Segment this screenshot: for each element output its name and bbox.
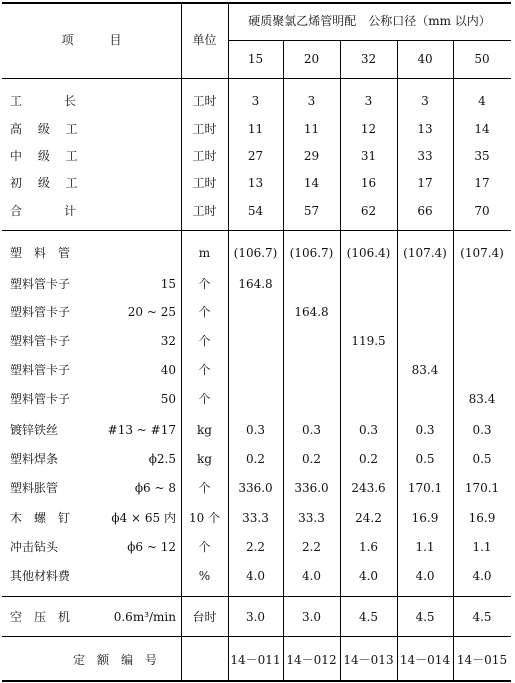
- machine-value: 4.5: [415, 610, 435, 624]
- material-value: 83.4: [411, 363, 439, 377]
- labor-value: 17: [417, 176, 433, 190]
- material-spec: 50: [160, 392, 176, 406]
- material-unit: 10 个: [188, 511, 221, 525]
- labor-value: 54: [247, 204, 264, 218]
- material-value: 243.6: [351, 481, 386, 495]
- machine-value: 3.0: [301, 610, 322, 624]
- material-name: 塑料管卡子: [10, 363, 71, 377]
- material-name: 木 螺 钉: [10, 511, 71, 525]
- material-value: 0.5: [415, 452, 435, 466]
- material-name: 塑 料 管: [10, 246, 71, 260]
- material-value: 2.2: [245, 540, 266, 554]
- size-header-20: 20: [303, 52, 320, 66]
- material-spec: 15: [160, 277, 176, 291]
- material-value: (106.4): [346, 246, 391, 260]
- material-name: 塑料胀管: [10, 481, 59, 495]
- material-value: (107.4): [460, 246, 504, 260]
- material-value: (107.4): [403, 246, 447, 260]
- material-spec: ϕ6 ~ 8: [134, 481, 176, 495]
- material-spec: ϕ4 × 65 内: [111, 511, 176, 525]
- quota-number: 14－011: [230, 653, 281, 667]
- labor-value: 70: [474, 204, 490, 218]
- labor-value: 3: [364, 94, 373, 108]
- material-value: 164.8: [238, 277, 273, 291]
- material-unit: %: [198, 569, 211, 583]
- material-name: 冲击钻头: [10, 540, 59, 554]
- material-spec: ϕ6 ~ 12: [127, 540, 176, 554]
- item-header: 项 目: [61, 33, 122, 47]
- material-name: 塑料管卡子: [10, 305, 71, 319]
- rule-header-bottom: [2, 78, 511, 79]
- material-value: 1.1: [472, 540, 492, 554]
- material-unit: 个: [198, 540, 211, 554]
- size-header-50: 50: [474, 52, 490, 66]
- material-value: (106.7): [289, 246, 334, 260]
- material-value: 24.2: [355, 511, 382, 525]
- labor-value: 29: [303, 149, 320, 163]
- material-value: 4.0: [472, 569, 492, 583]
- labor-name: 初 级 工: [10, 176, 84, 190]
- labor-value: 13: [247, 176, 264, 190]
- material-value: 33.3: [242, 511, 269, 525]
- labor-value: 35: [474, 149, 490, 163]
- labor-value: 12: [360, 122, 377, 136]
- labor-unit: 工时: [192, 94, 217, 108]
- material-value: 336.0: [294, 481, 329, 495]
- machine-name: 空 压 机: [10, 610, 71, 624]
- labor-value: 3: [421, 94, 429, 108]
- machine-spec: 0.6m³/min: [113, 610, 176, 624]
- quota-number: 14－015: [456, 653, 508, 667]
- material-value: 0.3: [358, 423, 379, 437]
- material-name: 镀锌铁丝: [10, 423, 59, 437]
- labor-value: 33: [417, 149, 433, 163]
- labor-value: 31: [360, 149, 377, 163]
- labor-name: 工 长: [10, 94, 83, 108]
- material-value: 164.8: [294, 305, 329, 319]
- material-value: 4.0: [358, 569, 379, 583]
- labor-unit: 工时: [192, 204, 217, 218]
- labor-value: 3: [307, 94, 316, 108]
- material-name: 塑料管卡子: [10, 277, 71, 291]
- quota-number: 14－014: [399, 653, 451, 667]
- rule-top: [2, 2, 511, 4]
- rule-labor-bottom: [2, 230, 511, 231]
- quota-number: 14－012: [286, 653, 337, 667]
- rule-header-sub: [228, 40, 511, 41]
- labor-value: 16: [360, 176, 377, 190]
- material-unit: 个: [198, 481, 211, 495]
- rule-col-2: [283, 40, 284, 680]
- labor-name: 合 计: [10, 204, 83, 218]
- material-unit: 个: [198, 277, 211, 291]
- machine-unit: 台时: [192, 610, 217, 624]
- material-unit: 个: [198, 363, 211, 377]
- material-value: 2.2: [301, 540, 322, 554]
- material-spec: #13 ~ #17: [107, 423, 176, 437]
- size-header-15: 15: [247, 52, 264, 66]
- material-value: 0.2: [358, 452, 379, 466]
- size-header-40: 40: [417, 52, 433, 66]
- material-value: 33.3: [298, 511, 325, 525]
- rule-bottom: [2, 680, 511, 682]
- labor-value: 14: [474, 122, 490, 136]
- group-header: 硬质聚氯乙烯管明配 公称口径（mm 以内）: [248, 14, 491, 28]
- material-value: 4.0: [301, 569, 322, 583]
- labor-value: 4: [478, 94, 486, 108]
- rule-machine-bottom: [2, 636, 511, 637]
- material-value: 170.1: [464, 481, 500, 495]
- material-name: 塑料管卡子: [10, 334, 71, 348]
- labor-unit: 工时: [192, 149, 217, 163]
- labor-value: 66: [417, 204, 433, 218]
- material-unit: 个: [198, 305, 211, 319]
- material-value: 0.2: [301, 452, 322, 466]
- size-header-32: 32: [360, 52, 377, 66]
- material-value: 83.4: [468, 392, 496, 406]
- machine-value: 3.0: [245, 610, 266, 624]
- unit-header: 单位: [192, 33, 217, 47]
- material-name: 塑料管卡子: [10, 392, 71, 406]
- material-value: 0.3: [301, 423, 322, 437]
- rule-col-5: [453, 40, 454, 680]
- material-unit: 个: [198, 334, 211, 348]
- labor-value: 57: [303, 204, 320, 218]
- labor-value: 27: [247, 149, 264, 163]
- machine-value: 4.5: [358, 610, 379, 624]
- material-value: 1.1: [415, 540, 435, 554]
- material-unit: m: [198, 246, 211, 260]
- rule-col-4: [397, 40, 398, 680]
- material-unit: kg: [197, 452, 212, 466]
- labor-value: 3: [251, 94, 260, 108]
- material-value: 1.6: [358, 540, 379, 554]
- labor-value: 14: [303, 176, 320, 190]
- rule-materials-bottom: [2, 596, 511, 597]
- material-value: 16.9: [411, 511, 439, 525]
- labor-unit: 工时: [192, 176, 217, 190]
- material-value: 0.3: [245, 423, 266, 437]
- labor-name: 中 级 工: [10, 149, 84, 163]
- material-value: 4.0: [245, 569, 266, 583]
- labor-value: 62: [360, 204, 377, 218]
- material-value: 170.1: [407, 481, 443, 495]
- material-spec: 32: [160, 334, 176, 348]
- labor-unit: 工时: [192, 122, 217, 136]
- quota-number: 14－013: [343, 653, 394, 667]
- material-name: 塑料焊条: [10, 452, 59, 466]
- material-value: 336.0: [238, 481, 273, 495]
- material-value: 0.2: [245, 452, 266, 466]
- machine-value: 4.5: [472, 610, 492, 624]
- material-spec: 20 ~ 25: [127, 305, 176, 319]
- material-name: 其他材料费: [10, 569, 71, 583]
- material-value: 0.3: [472, 423, 492, 437]
- material-spec: 40: [160, 363, 176, 377]
- labor-name: 高 级 工: [10, 122, 84, 136]
- material-value: 0.3: [415, 423, 435, 437]
- material-spec: ϕ2.5: [148, 452, 176, 466]
- material-value: 16.9: [468, 511, 496, 525]
- labor-value: 13: [417, 122, 433, 136]
- material-value: 119.5: [351, 334, 386, 348]
- labor-value: 17: [474, 176, 490, 190]
- material-value: 0.5: [472, 452, 492, 466]
- quota-label: 定 额 编 号: [72, 653, 157, 667]
- material-value: 4.0: [415, 569, 435, 583]
- rule-col-3: [340, 40, 341, 680]
- labor-value: 11: [303, 122, 320, 136]
- material-value: (106.7): [233, 246, 278, 260]
- material-unit: 个: [198, 392, 211, 406]
- labor-value: 11: [247, 122, 264, 136]
- material-unit: kg: [197, 423, 212, 437]
